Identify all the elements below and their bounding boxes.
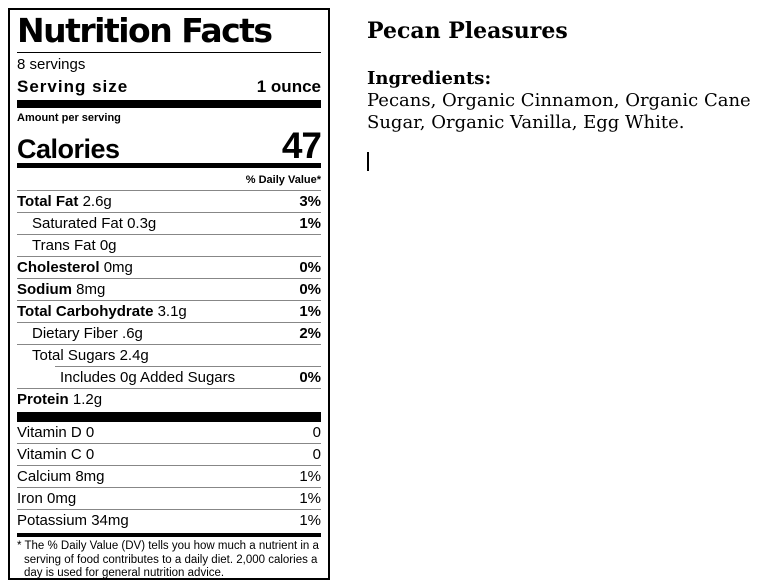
nutrient-name: Includes 0g Added Sugars [60,369,236,386]
nutrient-name: Total Fat [17,193,79,210]
micronutrient-value: 1% [299,512,321,529]
nutrient-row-protein [17,388,321,410]
servings-count: 8 servings [17,56,86,73]
micronutrient-label: Calcium 8mg [17,468,105,485]
serving-size-value: 1 ounce [256,77,321,96]
micronutrient-row-vitamin-c [17,443,321,465]
ingredients-heading[interactable]: Ingredients: [367,68,492,89]
serving-size-label: Serving size [17,77,129,96]
nutrient-dv: 0% [299,281,321,298]
nutrient-dv: 0% [299,369,321,386]
nutrient-row-total-sugars [17,344,321,366]
nutrient-amount: 1.2g [72,391,103,408]
nutrient-amount: 8mg [76,281,106,298]
nutrient-dv: 2% [299,325,321,342]
nutrient-amount: 2.6g [82,193,112,210]
nutrient-name: Dietary Fiber [32,325,118,342]
cursor-line[interactable] [367,152,761,172]
micronutrient-row-vitamin-d [17,422,321,443]
nutrient-row-dietary-fiber [17,322,321,344]
nutrient-dv: 3% [299,193,321,210]
calories-row [17,125,321,166]
micronutrient-rows [17,422,321,531]
calories-label: Calories [17,134,120,164]
micronutrient-value: 1% [299,468,321,485]
nutrient-row-cholesterol [17,256,321,278]
nutrient-amount: 0mg [103,259,133,276]
thick-separator-bar [17,412,321,422]
micronutrient-label: Vitamin D 0 [17,424,95,441]
micronutrient-label: Potassium 34mg [17,512,129,529]
nutrition-facts-label[interactable] [8,8,330,580]
nutrient-amount: .6g [122,325,143,342]
micronutrient-row-iron [17,487,321,509]
micronutrient-label: Iron 0mg [17,490,77,507]
micronutrient-value: 0 [312,446,321,463]
amount-per-serving-label: Amount per serving [17,112,121,124]
micronutrient-value: 0 [312,424,321,441]
nutrient-name: Total Sugars [32,347,116,364]
medium-separator-bar [17,533,321,537]
nutrient-dv: 0% [299,259,321,276]
ingredients-text[interactable]: Pecans, Organic Cinnamon, Organic Cane Sugar, Organic Vanilla, Egg White. [367,90,751,133]
nutrient-name: Cholesterol [17,259,100,276]
nutrient-row-saturated-fat [17,212,321,234]
product-title[interactable]: Pecan Pleasures [367,18,568,44]
nutrient-name: Total Carbohydrate [17,303,154,320]
calories-value: 47 [281,125,321,166]
nutrient-name: Protein [17,391,69,408]
nutrient-dv: 1% [299,303,321,320]
text-cursor [367,152,369,171]
nutrient-row-total-carbohydrate [17,300,321,322]
nutrient-row-added-sugars [55,366,321,388]
nutrient-amount: 3.1g [157,303,187,320]
nutrition-title: Nutrition Facts [17,12,321,53]
nutrient-row-trans-fat [17,234,321,256]
nutrient-amount: 0.3g [127,215,157,232]
nutrient-row-sodium [17,278,321,300]
micronutrient-value: 1% [299,490,321,507]
nutrient-amount: 2.4g [119,347,149,364]
nutrient-name: Trans Fat [32,237,96,254]
thick-separator-bar [17,100,321,108]
micronutrient-row-calcium [17,465,321,487]
daily-value-footnote: * The % Daily Value (DV) tells you how much a nutrient in a serving of food contributes to a daily diet. 2,000 calories a day is used for general nutrition advice. [17,540,319,579]
micronutrient-row-potassium [17,509,321,531]
nutrient-rows [17,190,321,410]
daily-value-header: % Daily Value* [245,174,321,186]
serving-size-row [17,76,321,97]
document-text-area[interactable] [367,18,761,172]
nutrient-amount: 0g [99,237,117,254]
micronutrient-label: Vitamin C 0 [17,446,95,463]
nutrient-name: Saturated Fat [32,215,123,232]
nutrient-dv: 1% [299,215,321,232]
nutrient-row-total-fat [17,190,321,212]
nutrient-name: Sodium [17,281,72,298]
